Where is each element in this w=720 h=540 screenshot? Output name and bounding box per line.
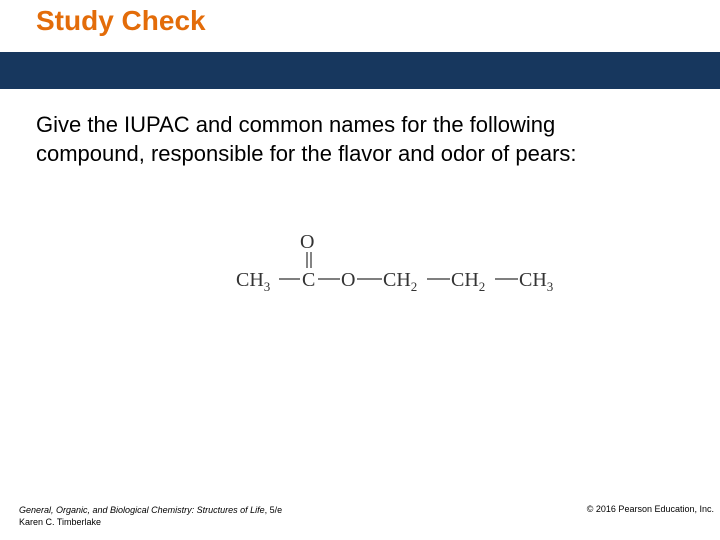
ch2-first-text: CH (383, 269, 411, 291)
ch3-right-subscript: 3 (546, 279, 554, 294)
footer-copyright: © 2016 Pearson Education, Inc. (586, 504, 714, 514)
ester-oxygen-label: O (341, 269, 356, 291)
ch3-left-subscript: 3 (263, 279, 271, 294)
ch2-first-label (383, 269, 417, 294)
ch2-second-subscript: 2 (478, 279, 486, 294)
question-line-1: Give the IUPAC and common names for the following (36, 112, 556, 137)
footer-citation (19, 504, 282, 528)
carbon-label: C (302, 269, 316, 291)
ch2-second-text: CH (451, 269, 479, 291)
footer-book-title: General, Organic, and Biological Chemistry: Structures of Life (19, 505, 265, 515)
footer-author: Karen C. Timberlake (19, 517, 102, 527)
ch2-first-subscript: 2 (410, 279, 418, 294)
ch2-second-label (451, 269, 485, 294)
carbonyl-oxygen-label: O (300, 231, 315, 253)
ch3-left-text: CH (236, 269, 264, 291)
ch3-right-label (519, 269, 553, 294)
ch3-left-label (236, 269, 270, 294)
slide-title: Study Check (36, 5, 206, 36)
ch3-right-text: CH (519, 269, 547, 291)
question-line-2: compound, responsible for the flavor and odor of pears: (36, 141, 577, 166)
footer-edition: , 5/e (264, 505, 283, 515)
footer-book-line (19, 504, 282, 516)
